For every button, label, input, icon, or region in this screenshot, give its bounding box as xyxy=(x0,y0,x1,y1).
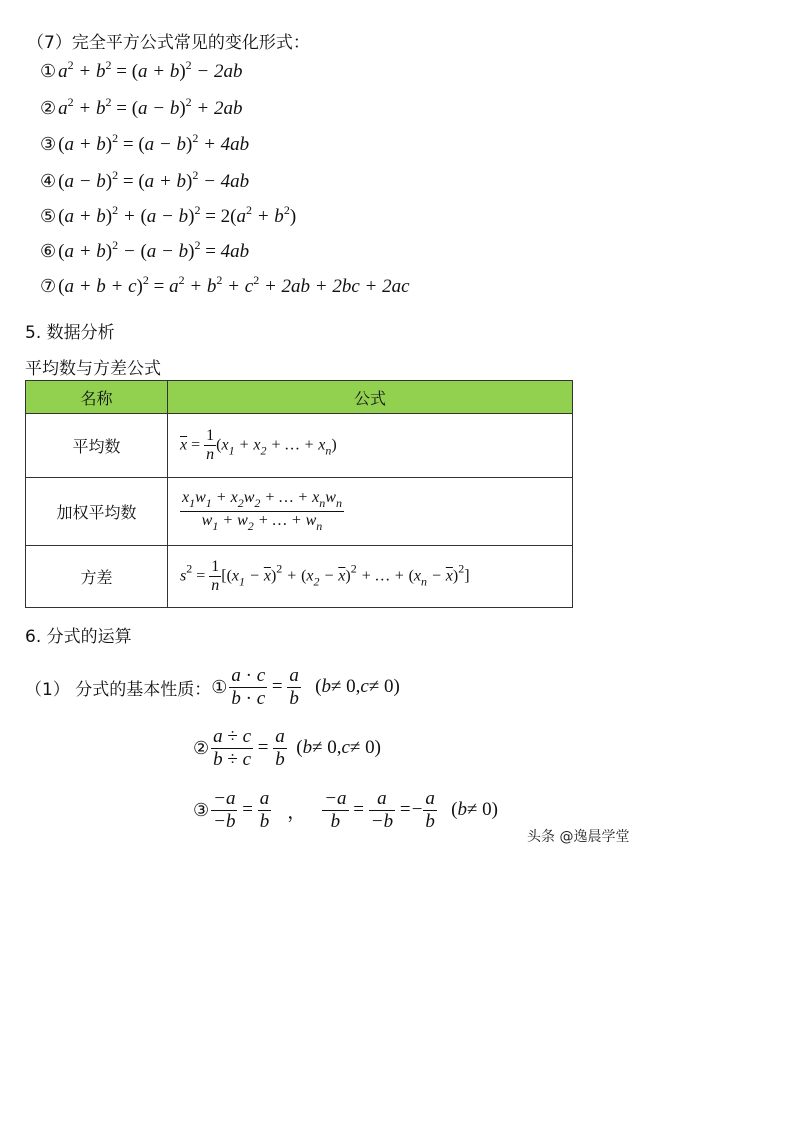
formula-5: ⑤ $(a + b)^2 + (a - b)^2 = 2(a^2 + b^2)$ xyxy=(40,203,297,227)
fraction-property-2: ② $\frac{a \div c}{b \div c}$ = $\frac{a}{b}$ ( b ≠ 0, c ≠ 0) xyxy=(193,726,381,770)
formula-marker: ⑤ xyxy=(40,206,57,227)
formula-marker: ④ xyxy=(40,171,57,192)
fraction: $\frac{x_1w_1 + x_2w_2 + \dots + x_nw_n}{w_1 + w_2 + \dots + w_n}$ xyxy=(182,489,342,533)
fraction: $\frac{a}{b}$ xyxy=(289,665,299,709)
fraction: $\frac{a}{b}$ xyxy=(425,788,435,832)
formula-marker: ⑥ xyxy=(40,241,57,262)
table-row xyxy=(26,546,573,608)
fraction: $\frac{1}{n}$ xyxy=(206,426,215,463)
section-7-title: （7）完全平方公式常见的变化形式： xyxy=(27,33,310,53)
formula-1: ① $a^2 + b^2 = (a + b)^2 - 2ab$ xyxy=(40,58,243,82)
separator-comma: ， xyxy=(287,801,307,823)
formula-marker: ⑦ xyxy=(40,276,57,297)
formula-6: ⑥ $(a + b)^2 - (a - b)^2 = 4ab$ xyxy=(40,238,250,262)
formula-4: ④ $(a - b)^2 = (a + b)^2 - 4ab$ xyxy=(40,168,250,192)
row-name-mean: 平均数 xyxy=(26,414,168,478)
fraction: $\frac{a}{b}$ xyxy=(275,726,285,770)
formula-marker: ③ xyxy=(193,799,210,821)
fraction: $\frac{a \cdot c}{b \cdot c}$ xyxy=(231,665,266,709)
fraction-property-1: （1） 分式的基本性质： ① $\frac{a \cdot c}{b \cdot c}$ = $\frac{a}{b}$ ( b ≠ 0, c ≠ 0) xyxy=(25,665,400,709)
formula-marker: ② xyxy=(193,737,210,759)
stats-formula-table xyxy=(25,380,573,608)
row-name-weighted-mean: 加权平均数 xyxy=(26,478,168,546)
fraction-property-3: ③ $\frac{-a}{-b}$ = $\frac{a}{b}$ ， $\frac{-a}{b}$ = $\frac{a}{-b}$ = − $\frac{a}{b}$ ( b ≠ 0) xyxy=(193,788,498,832)
formula-3: ③ $(a + b)^2 = (a - b)^2 + 4ab$ xyxy=(40,131,250,155)
formula-weighted-mean xyxy=(168,478,573,546)
fraction: $\frac{-a}{-b}$ xyxy=(213,788,236,832)
row-name-variance: 方差 xyxy=(26,546,168,608)
watermark: 头条 @逸晨学堂 xyxy=(527,829,630,845)
table-header-formula: 公式 xyxy=(168,381,573,414)
table-row xyxy=(26,414,573,478)
property-label: （1） 分式的基本性质： xyxy=(25,679,212,700)
section-5-title: 5. 数据分析 xyxy=(25,323,115,343)
formula-marker: ② xyxy=(40,98,57,119)
formula-variance: $s^2$ = $\frac{1}{n}$ [$(x_1 - \overline{x})^2 + (x_2 - \overline{x})^2$ + … + $(x_n - \overline{x})^2$] xyxy=(168,546,573,608)
formula-marker: ① xyxy=(40,61,57,82)
fraction: $\frac{-a}{b}$ xyxy=(324,788,347,832)
fraction: $\frac{a}{-b}$ xyxy=(370,788,394,832)
fraction: $\frac{a \div c}{b \div c}$ xyxy=(213,726,252,770)
section-5-subtitle: 平均数与方差公式 xyxy=(25,359,161,379)
table-header-row xyxy=(26,381,573,414)
formula-mean: $\overline{x}$ = $\frac{1}{n}$ ($x_1 + x_2$ + … + $x_n$) xyxy=(168,414,573,478)
table-row xyxy=(26,478,573,546)
formula-marker: ③ xyxy=(40,134,57,155)
formula-marker: ① xyxy=(211,676,228,698)
formula-7: ⑦ $(a + b + c)^2 = a^2 + b^2 + c^2 + 2ab + 2bc + 2ac$ xyxy=(40,273,410,297)
fraction: $\frac{1}{n}$ xyxy=(211,557,220,594)
fraction: $\frac{a}{b}$ xyxy=(259,788,270,832)
table-header-name: 名称 xyxy=(26,381,168,414)
section-6-title: 6. 分式的运算 xyxy=(25,627,132,647)
formula-2: ② $a^2 + b^2 = (a - b)^2 + 2ab$ xyxy=(40,95,243,119)
